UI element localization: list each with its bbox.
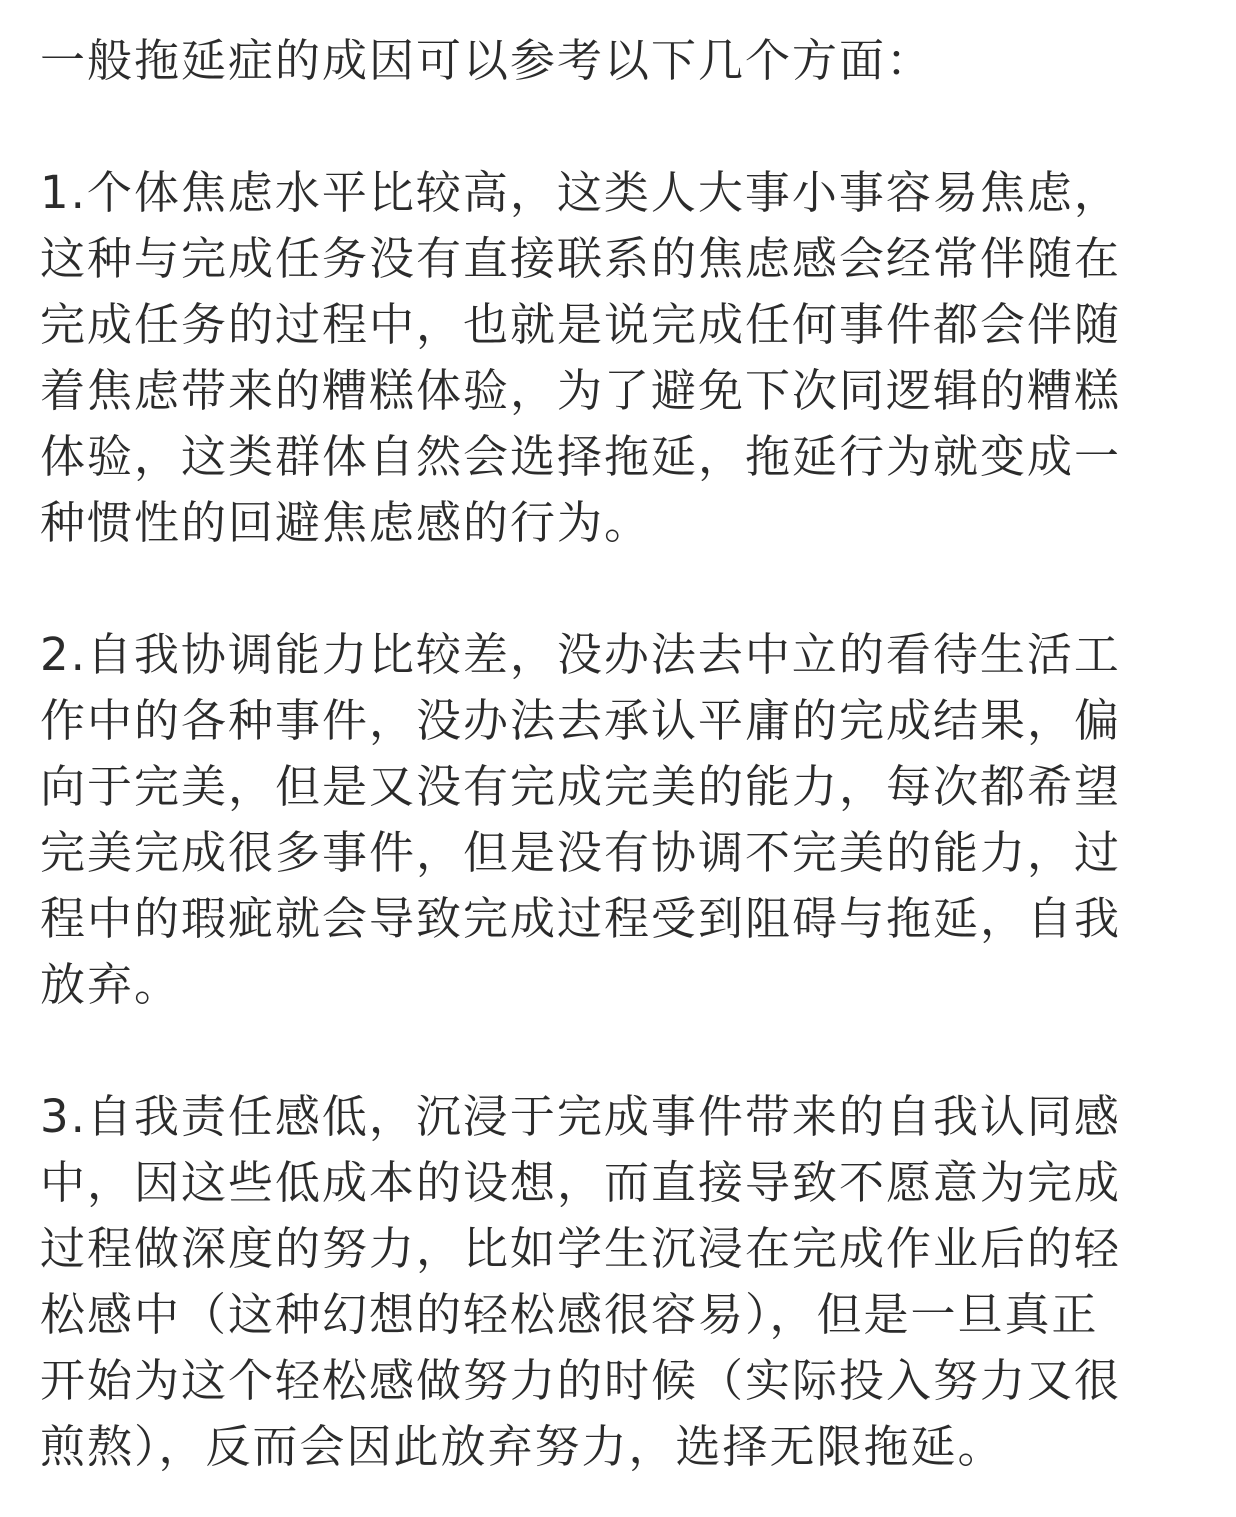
paragraph-line: 开始为这个轻松感做努力的时候（实际投入努力又很: [40, 1354, 1122, 1407]
paragraph-line: 1.个体焦虑水平比较高，这类人大事小事容易焦虑，: [40, 166, 1121, 219]
paragraph-gap: [40, 556, 1196, 622]
paragraph-line: 3.自我责任感低，沉浸于完成事件带来的自我认同感: [40, 1090, 1121, 1143]
paragraph-line: 向于完美，但是又没有完成完美的能力，每次都希望: [40, 760, 1122, 813]
paragraph-line: 过程做深度的努力，比如学生沉浸在完成作业后的轻: [40, 1222, 1122, 1275]
paragraph-line: 完美完成很多事件，但是没有协调不完美的能力，过: [40, 826, 1122, 879]
paragraph-line: 作中的各种事件，没办法去承认平庸的完成结果，偏: [40, 694, 1122, 747]
point-2-paragraph: [40, 622, 1196, 1018]
paragraph-line: 煎熬），反而会因此放弃努力，选择无限拖延。: [40, 1420, 1005, 1473]
paragraph-line: 2.自我协调能力比较差，没办法去中立的看待生活工: [40, 628, 1121, 681]
paragraph-line: 放弃。: [40, 958, 182, 1011]
paragraph-gap: [40, 1018, 1196, 1084]
paragraph-line: 完成任务的过程中，也就是说完成任何事件都会伴随: [40, 298, 1122, 351]
article-intro: 一般拖延症的成因可以参考以下几个方面：: [40, 34, 934, 87]
paragraph-line: 这种与完成任务没有直接联系的焦虑感会经常伴随在: [40, 232, 1122, 285]
paragraph-line: 中，因这些低成本的设想，而直接导致不愿意为完成: [40, 1156, 1122, 1209]
point-1-paragraph: [40, 160, 1196, 556]
point-3-paragraph: [40, 1084, 1196, 1480]
paragraph-line: 着焦虑带来的糟糕体验，为了避免下次同逻辑的糟糕: [40, 364, 1122, 417]
paragraph-line: 松感中（这种幻想的轻松感很容易），但是一旦真正: [40, 1288, 1099, 1341]
paragraph-line: 体验，这类群体自然会选择拖延，拖延行为就变成一: [40, 430, 1122, 483]
paragraph-gap: [40, 94, 1196, 160]
paragraph-line: 种惯性的回避焦虑感的行为。: [40, 496, 652, 549]
paragraph-line: 程中的瑕疵就会导致完成过程受到阻碍与拖延，自我: [40, 892, 1122, 945]
